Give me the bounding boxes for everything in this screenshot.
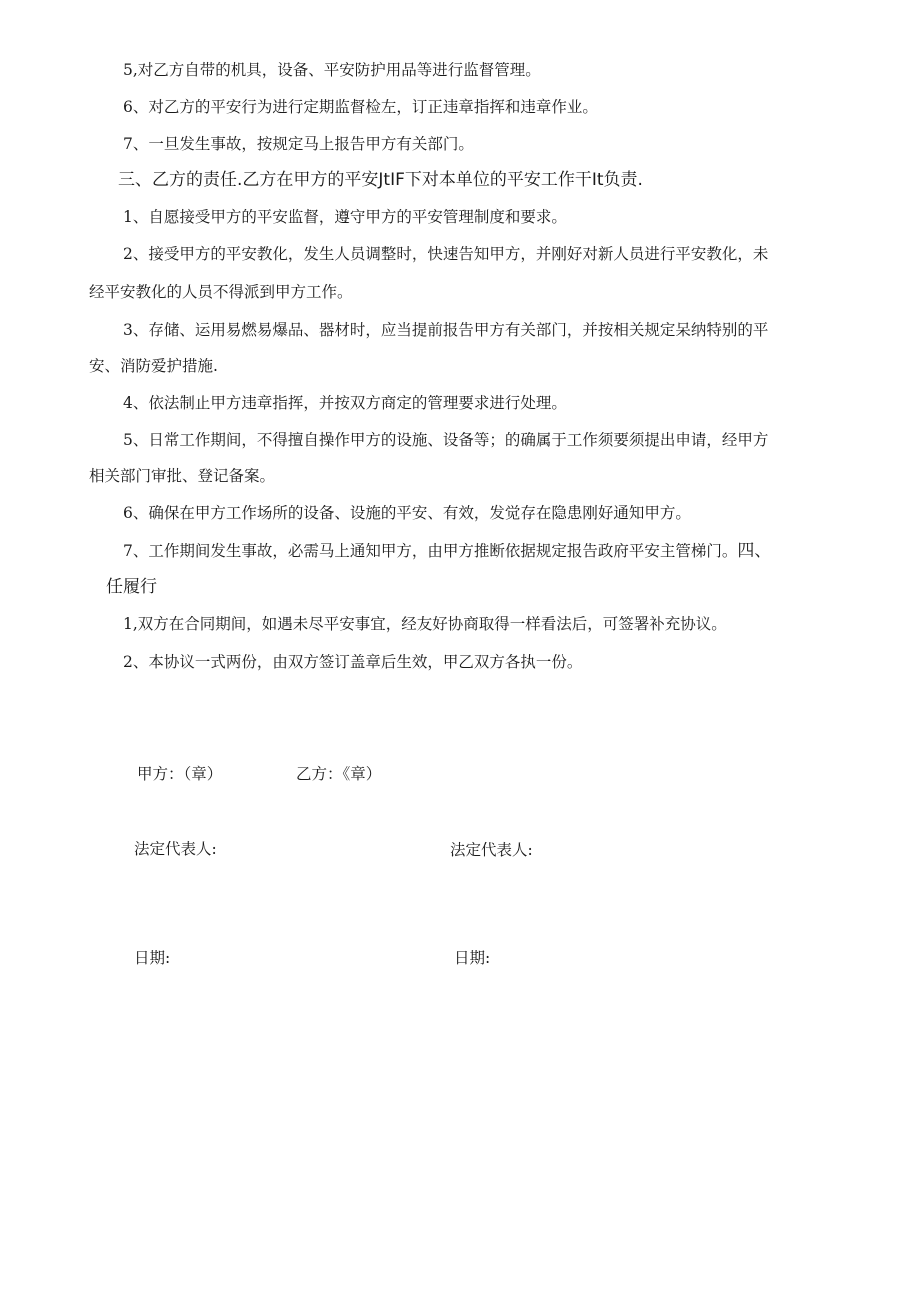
section-4-heading-cont: 任履行	[106, 577, 157, 597]
clause-3-3-line2: 安、消防爱护措施.	[89, 357, 218, 375]
party-a-seal: 甲方：（章）	[137, 765, 223, 783]
clause-3-1: 1、自愿接受甲方的平安监督，遵守甲方的平安管理制度和要求。	[123, 208, 567, 226]
clause-3-2-line1: 2、接受甲方的平安教化，发生人员调整时，快速告知甲方，并刚好对新人员进行平安教化，未	[123, 245, 769, 263]
clause-3-6: 6、确保在甲方工作场所的设备、设施的平安、有效，发觉存在隐患刚好通知甲方。	[123, 504, 691, 522]
clause-3-3-line1: 3、存储、运用易燃易爆品、器材时，应当提前报告甲方有关部门，并按相关规定呆纳特别的平	[123, 321, 769, 339]
clause-3-7	[0, 541, 920, 561]
section-3-heading: 三、乙方的责任.乙方在甲方的平安JtIF下对本单位的平安工作干It负责.	[118, 170, 643, 190]
party-a-date: 日期:	[134, 949, 171, 967]
clause-4-1: 1,双方在合同期间，如遇未尽平安事宜，经友好协商取得一样看法后，可签署补充协议。	[123, 615, 727, 633]
clause-2-7: 7、一旦发生事故，按规定马上报告甲方有关部门。	[123, 135, 474, 153]
clause-3-2-line2: 经平安教化的人员不得派到甲方工作。	[89, 283, 353, 301]
section-4-heading-start: 四、	[737, 541, 772, 561]
party-b-legal-rep: 法定代表人:	[450, 841, 533, 859]
clause-3-4: 4、依法制止甲方违章指挥，并按双方商定的管理要求进行处理。	[123, 394, 567, 412]
clause-2-5: 5,对乙方自带的机具，设备、平安防护用品等进行监督管理。	[123, 61, 541, 79]
party-a-legal-rep: 法定代表人:	[134, 840, 217, 858]
clause-3-7-text: 7、工作期间发生事故，必需马上通知甲方，由甲方推断依据规定报告政府平安主管梯门。	[123, 542, 738, 560]
clause-2-6: 6、对乙方的平安行为进行定期监督检左，订正违章指挥和违章作业。	[123, 98, 598, 116]
clause-4-2: 2、本协议一式两份，由双方签订盖章后生效，甲乙双方各执一份。	[123, 653, 583, 671]
clause-3-5-line1: 5、日常工作期间，不得擅自操作甲方的设施、设备等；的确属于工作须要须提出申请，经甲方	[123, 431, 769, 449]
party-b-date: 日期:	[454, 949, 491, 967]
party-b-seal: 乙方：《章）	[296, 765, 382, 783]
clause-3-5-line2: 相关部门审批、登记备案。	[89, 467, 276, 485]
